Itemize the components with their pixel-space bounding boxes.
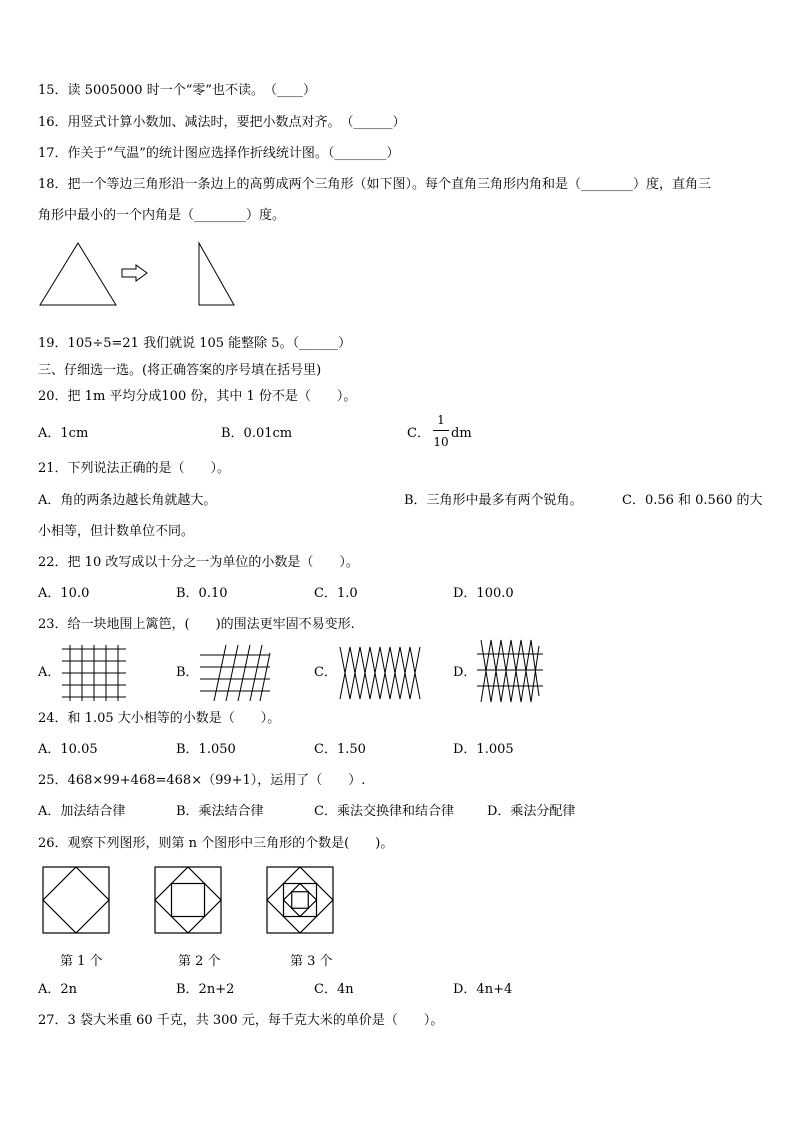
figure-1-caption: 第 1 个 — [60, 954, 103, 969]
fence-triangle-zigzag-figure — [340, 645, 420, 701]
question-27: 27．3 袋大米重 60 千克，共 300 元，每千克大米的单价是（ ）。 — [38, 1013, 444, 1028]
q24-option-d: D．1.005 — [453, 742, 514, 757]
q25-option-b: B．乘法结合律 — [176, 804, 264, 819]
question-18-line-2: 角形中最小的一个内角是（________）度。 — [38, 208, 286, 223]
q22-option-a: A．10.0 — [38, 586, 90, 601]
q20-option-c-unit: dm — [451, 426, 472, 441]
q26-option-c: C．4n — [314, 982, 354, 997]
fence-square-grid-figure — [62, 645, 126, 701]
q21-option-c-line-2: 小相等，但计数单位不同。 — [38, 524, 195, 539]
q26-option-b: B．2n+2 — [176, 982, 235, 997]
question-23-stem: 23．给一块地围上篱笆，( )的围法更牢固不易变形. — [38, 617, 355, 632]
q20-option-b: B．0.01cm — [221, 426, 293, 441]
right-arrow-icon — [120, 264, 150, 282]
q26-option-d: D．4n+4 — [453, 982, 513, 997]
pattern-figure-3 — [266, 866, 334, 934]
fence-mixed-figure — [477, 640, 543, 702]
q25-option-c: C．乘法交换律和结合律 — [314, 804, 454, 819]
figure-2-caption: 第 2 个 — [178, 954, 221, 969]
q23-option-d-label: D． — [453, 665, 477, 680]
question-19: 19．105÷5=21 我们就说 105 能整除 5。（______） — [38, 336, 352, 351]
question-21-stem: 21．下列说法正确的是（ ）。 — [38, 461, 231, 476]
q23-option-b-label: B． — [176, 665, 199, 680]
q24-option-b: B．1.050 — [176, 742, 236, 757]
right-triangle-figure — [196, 241, 238, 307]
q20-fraction-denominator: 10 — [433, 435, 449, 449]
pattern-figure-1 — [42, 866, 110, 934]
question-16: 16．用竖式计算小数加、减法时，要把小数点对齐。 （______） — [38, 115, 406, 130]
q20-option-a: A．1cm — [38, 426, 89, 441]
question-24-stem: 24．和 1.05 大小相等的小数是（ ）。 — [38, 711, 281, 726]
section-3-heading: 三、仔细选一选。(将正确答案的序号填在括号里) — [38, 363, 322, 378]
question-17: 17．作关于“气温”的统计图应选择作折线统计图。（________） — [38, 146, 400, 161]
q20-option-c-prefix: C． — [407, 426, 430, 441]
q23-option-c-label: C． — [314, 665, 337, 680]
question-26-stem: 26．观察下列图形，则第 n 个图形中三角形的个数是( )。 — [38, 836, 394, 851]
question-18-line-1: 18．把一个等边三角形沿一条边上的高剪成两个三角形（如下图）。每个直角三角形内角和是（________）度，直角三 — [38, 177, 712, 192]
question-20-stem: 20．把 1m 平均分成100 份，其中 1 份不是（ ）。 — [38, 389, 357, 404]
question-15: 15．读 5005000 时一个“零”也不读。 （____） — [38, 83, 316, 98]
q22-option-d: D．100.0 — [453, 586, 514, 601]
q23-option-a-label: A． — [38, 665, 61, 680]
question-22-stem: 22．把 10 改写成以十分之一为单位的小数是（ ）。 — [38, 555, 359, 570]
q21-option-a: A．角的两条边越长角就越大。 — [38, 493, 217, 508]
q25-option-a: A．加法结合律 — [38, 804, 126, 819]
q24-option-a: A．10.05 — [38, 742, 98, 757]
pattern-figure-2 — [154, 866, 222, 934]
q22-option-b: B．0.10 — [176, 586, 228, 601]
figure-3-caption: 第 3 个 — [290, 954, 333, 969]
question-25-stem: 25．468×99+468=468×（99+1），运用了（ ）. — [38, 773, 366, 788]
q20-fraction-numerator: 1 — [437, 413, 445, 427]
fence-parallelogram-figure — [200, 645, 270, 701]
q26-option-a: A．2n — [38, 982, 78, 997]
q25-option-d: D．乘法分配律 — [487, 804, 576, 819]
q21-option-c-line-1: C．0.56 和 0.560 的大 — [622, 493, 763, 508]
q20-fraction-bar — [433, 430, 449, 431]
equilateral-triangle-figure — [38, 241, 118, 307]
q22-option-c: C．1.0 — [314, 586, 358, 601]
q21-option-b: B．三角形中最多有两个锐角。 — [404, 493, 583, 508]
q24-option-c: C．1.50 — [314, 742, 366, 757]
